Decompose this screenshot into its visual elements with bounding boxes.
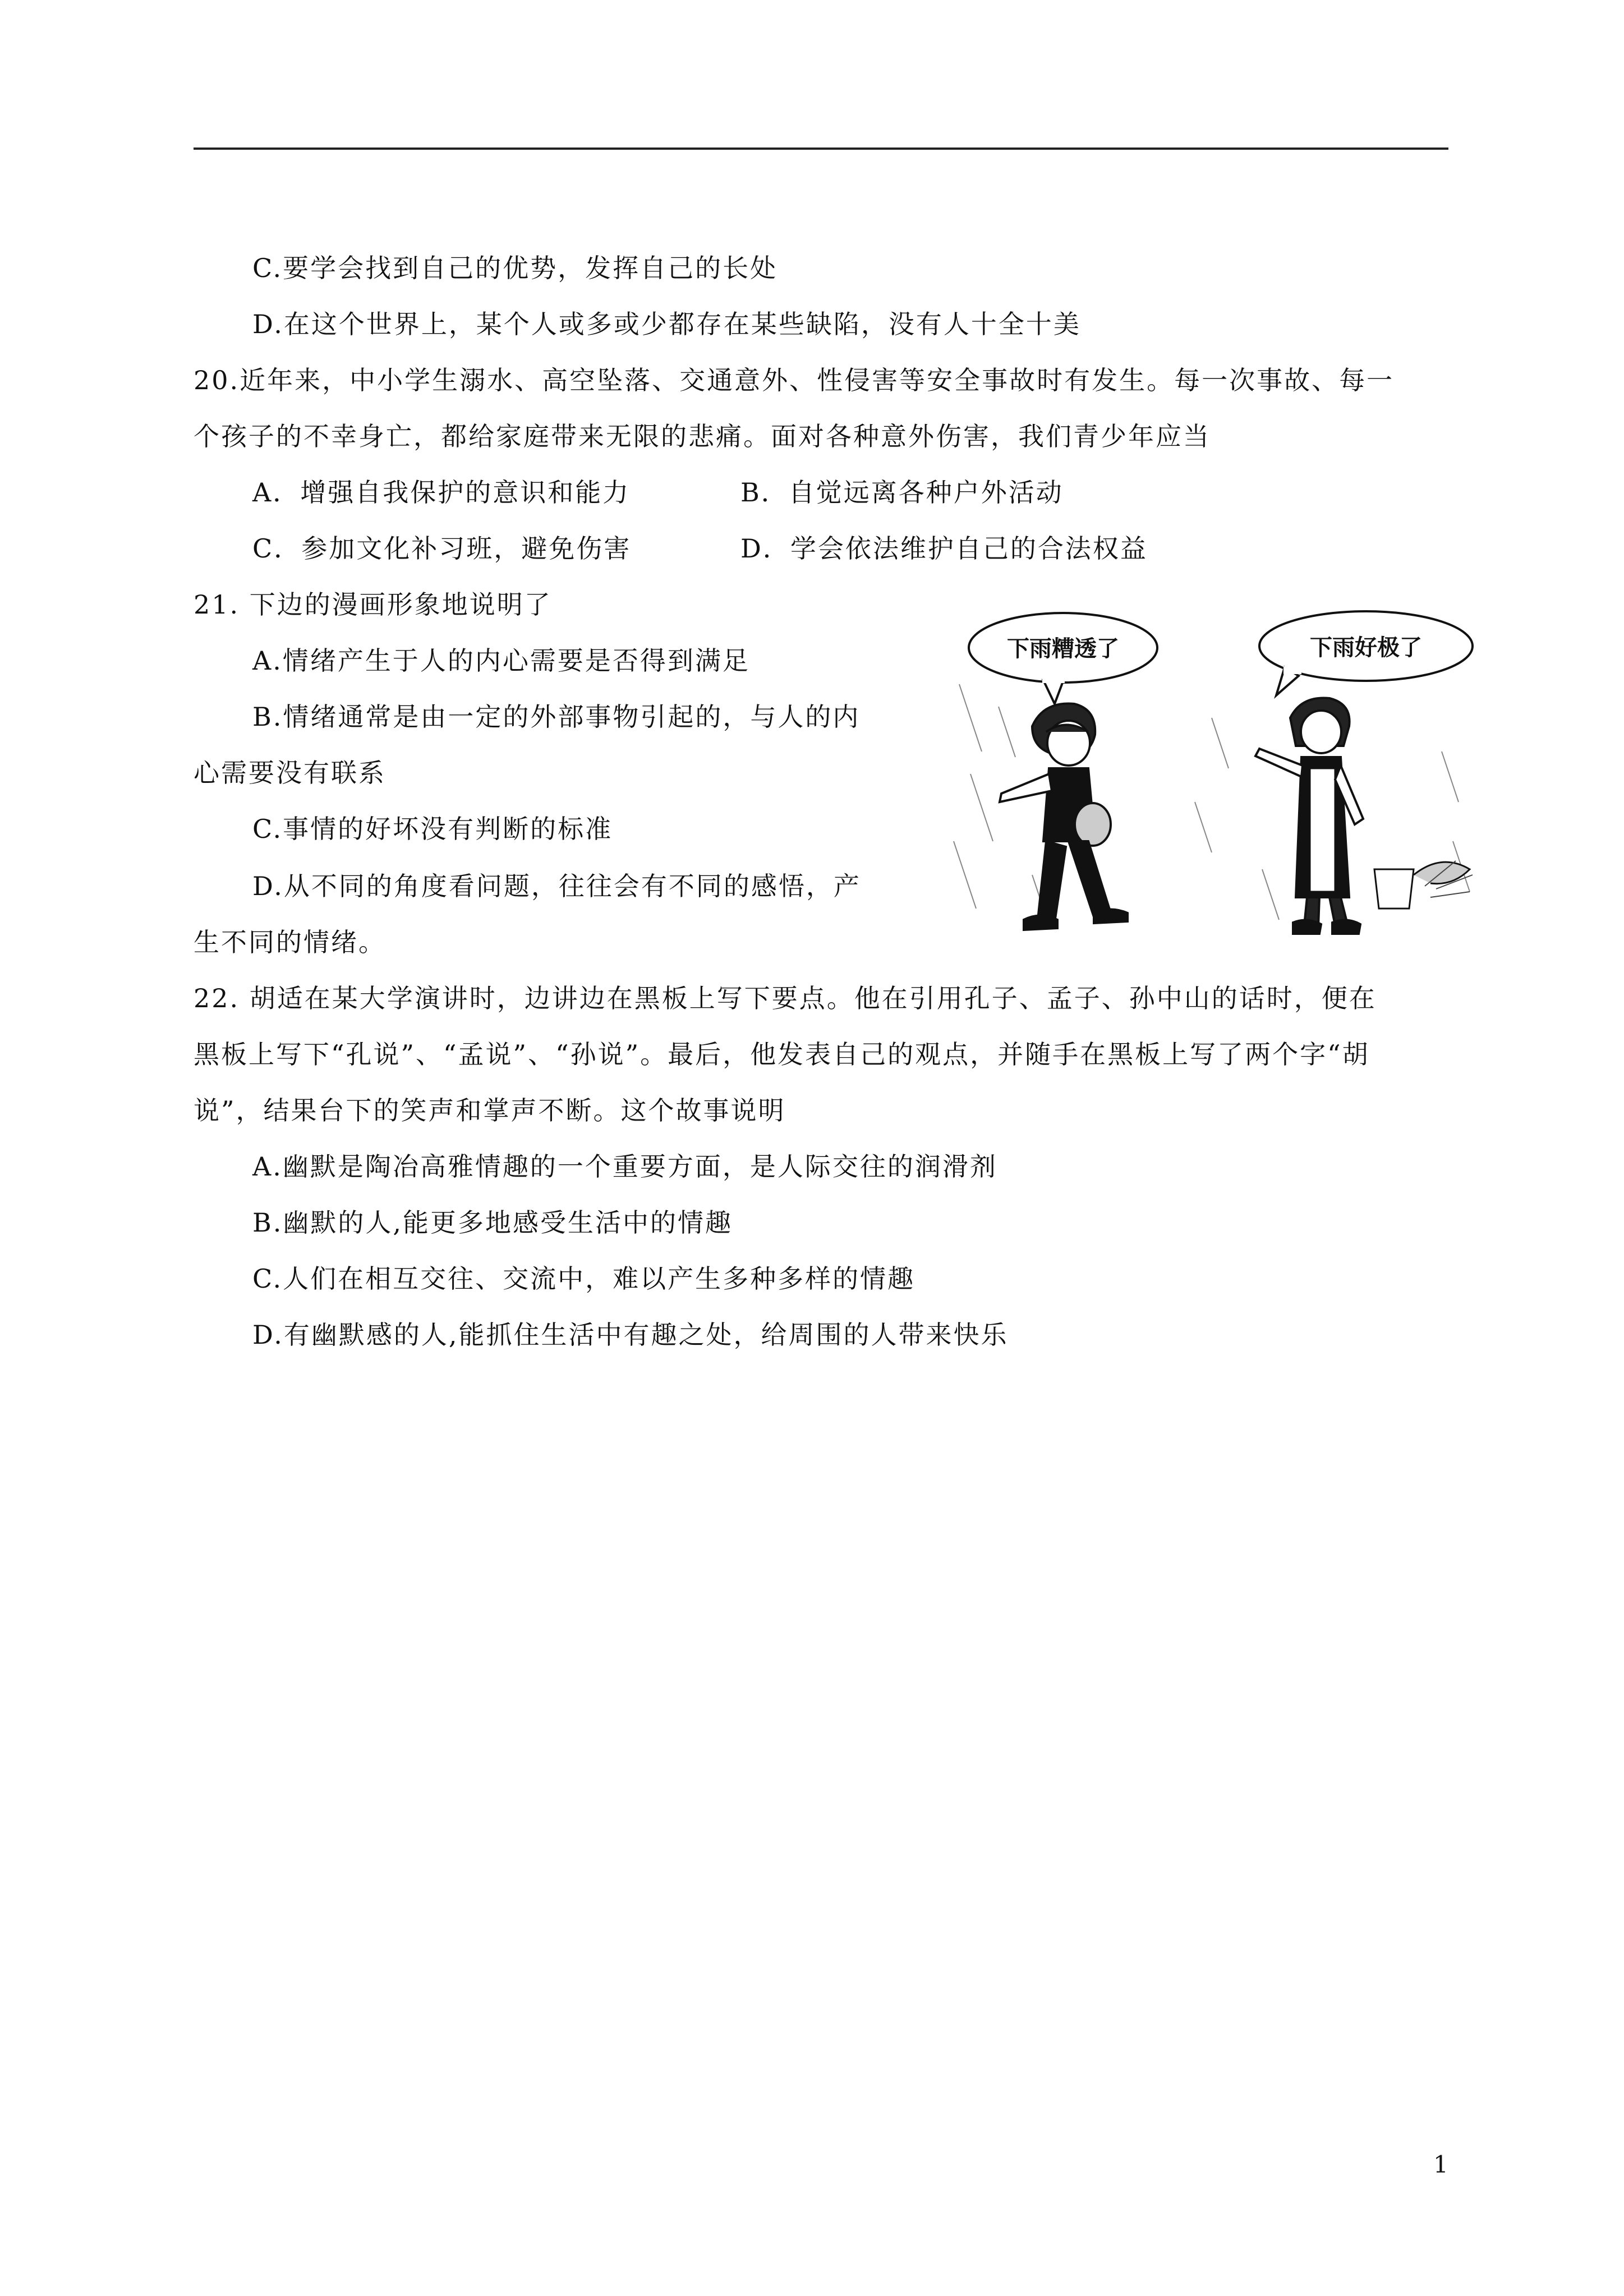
q20-option-b: B．自觉远离各种户外活动 xyxy=(740,477,1064,508)
right-bubble-text: 下雨好极了 xyxy=(1310,635,1422,661)
rain-streak xyxy=(999,707,1015,757)
q20-option-c: C．参加文化补习班，避免伤害 xyxy=(252,533,632,564)
boy-figure xyxy=(1000,704,1128,930)
q21-option-b-line1: B.情绪通常是由一定的外部事物引起的，与人的内 xyxy=(252,702,861,732)
q22-option-c: C.人们在相互交往、交流中，难以产生多种多样的情趣 xyxy=(252,1264,915,1294)
left-speech-bubble xyxy=(969,613,1157,704)
q22-stem-line3: 说”，结果台下的笑声和掌声不断。这个故事说明 xyxy=(194,1095,786,1126)
q21-option-d-line2: 生不同的情绪。 xyxy=(194,927,386,957)
rain-streak xyxy=(1262,869,1279,920)
q20-stem-line1: 20.近年来，中小学生溺水、高空坠落、交通意外、性侵害等安全事故时有发生。每一次事故、每一 xyxy=(194,365,1395,395)
q21-option-c: C.事情的好坏没有判断的标准 xyxy=(252,814,613,844)
q20-stem-line2: 个孩子的不幸身亡，都给家庭带来无限的悲痛。面对各种意外伤害，我们青少年应当 xyxy=(194,421,1211,451)
q19-option-c: C.要学会找到自己的优势，发挥自己的长处 xyxy=(252,253,778,283)
q22-option-a: A.幽默是陶冶高雅情趣的一个重要方面，是人际交往的润滑剂 xyxy=(252,1151,997,1182)
q20-option-a: A．增强自我保护的意识和能力 xyxy=(252,477,631,508)
rain-streak xyxy=(959,684,982,751)
q22-option-b: B.幽默的人,能更多地感受生活中的情趣 xyxy=(252,1207,733,1238)
q22-stem-line2: 黑板上写下“孔说”、“孟说”、“孙说”。最后，他发表自己的观点，并随手在黑板上写了两个字“胡 xyxy=(194,1039,1370,1069)
left-bubble-text: 下雨糟透了 xyxy=(1007,636,1119,662)
bucket-and-plants xyxy=(1374,861,1473,909)
q21-option-a: A.情绪产生于人的内心需要是否得到满足 xyxy=(252,646,750,676)
q21-stem: 21. 下边的漫画形象地说明了 xyxy=(194,589,552,620)
q21-option-d-line1: D.从不同的角度看问题，往往会有不同的感悟，产 xyxy=(252,871,861,901)
rain-streak xyxy=(1212,718,1229,768)
rain-streak xyxy=(954,841,976,909)
rain-streak xyxy=(1195,802,1212,852)
q22-option-d: D.有幽默感的人,能抓住生活中有趣之处，给周围的人带来快乐 xyxy=(252,1320,1009,1350)
rain-cartoon-image xyxy=(948,606,1489,953)
q22-stem-line1: 22. 胡适在某大学演讲时，边讲边在黑板上写下要点。他在引用孔子、孟子、孙中山的话时，便在 xyxy=(194,983,1377,1013)
rain-streak xyxy=(970,774,993,841)
rain-streak xyxy=(1442,751,1459,802)
right-speech-bubble xyxy=(1259,611,1473,695)
q19-option-d: D.在这个世界上，某个人或多或少都存在某些缺陷，没有人十全十美 xyxy=(252,309,1081,339)
q21-option-b-line2: 心需要没有联系 xyxy=(194,758,386,788)
header-rule xyxy=(194,147,1448,150)
q20-option-d: D．学会依法维护自己的合法权益 xyxy=(740,533,1148,564)
page-number: 1 xyxy=(1433,2151,1448,2178)
